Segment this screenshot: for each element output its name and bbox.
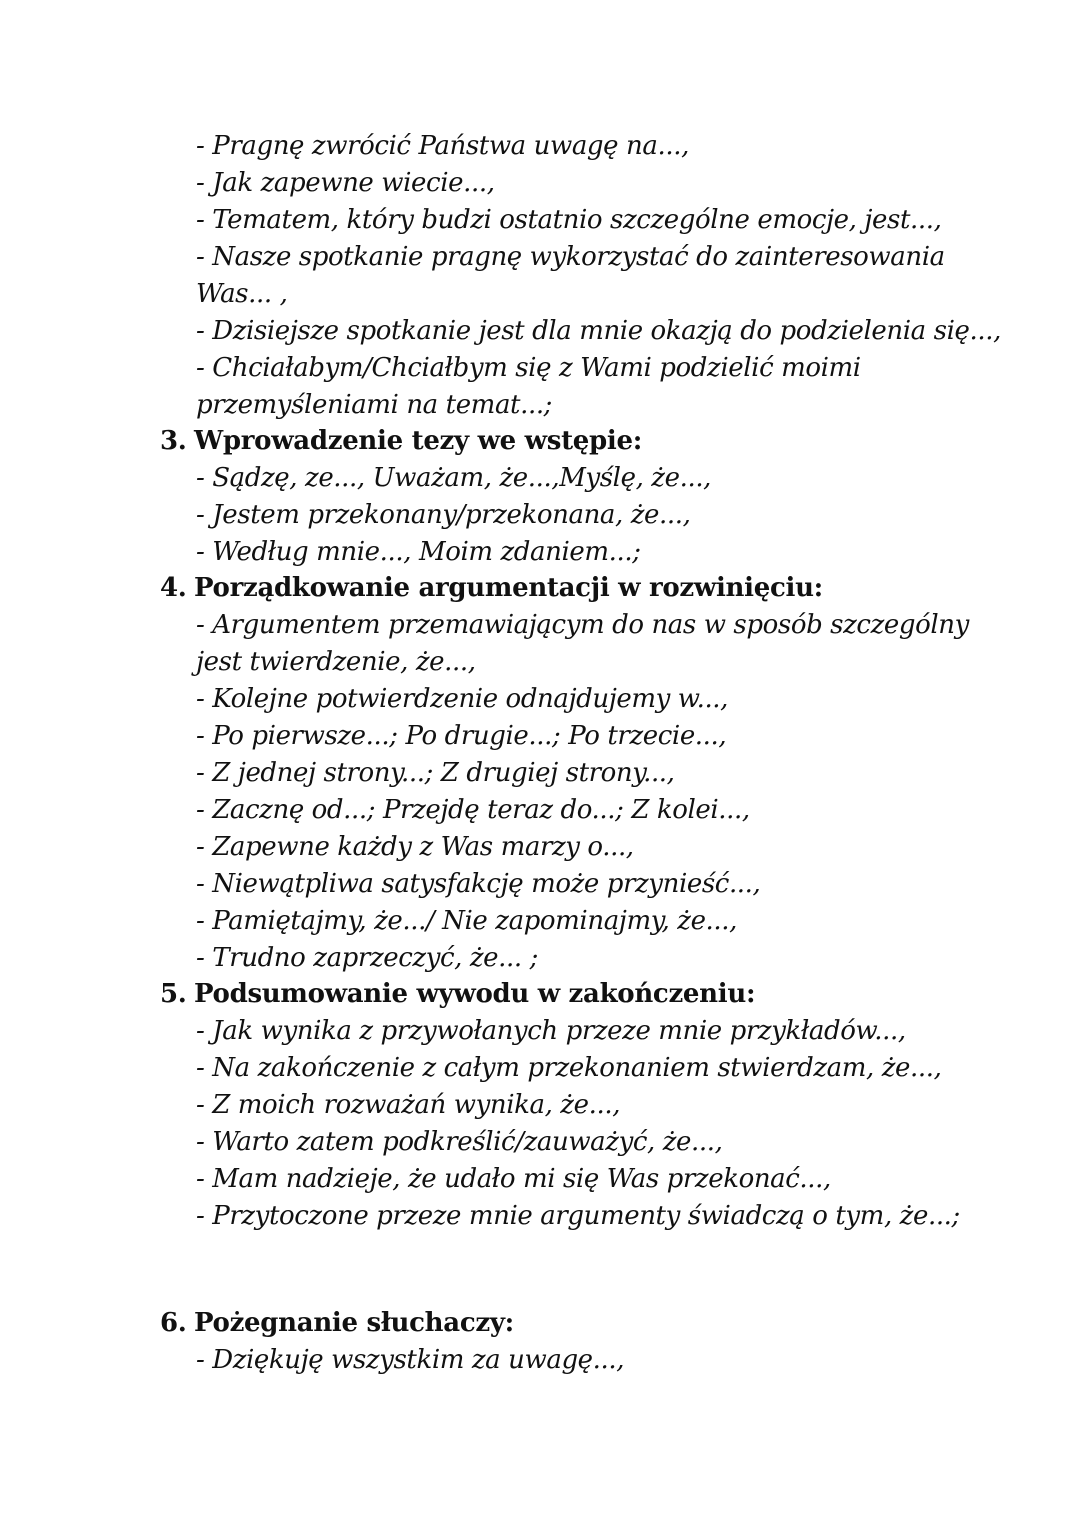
section-heading-6 <box>160 1305 514 1342</box>
phrase-line: - Warto zatem podkreślić/zauważyć, że..., <box>196 1127 723 1157</box>
section-title: Podsumowanie wywodu w zakończeniu: <box>194 979 756 1009</box>
phrase-line: - Według mnie..., Moim zdaniem...; <box>196 537 641 567</box>
section-title: Pożegnanie słuchaczy: <box>194 1308 514 1338</box>
phrase-line: - Zacznę od...; Przejdę teraz do...; Z kolei..., <box>196 795 750 825</box>
section-heading-4 <box>160 570 823 607</box>
phrase-line: przemyśleniami na temat...; <box>196 390 553 420</box>
phrase-line: - Z moich rozważań wynika, że..., <box>196 1090 621 1120</box>
phrase-line: - Pragnę zwrócić Państwa uwagę na..., <box>196 131 689 161</box>
phrase-line: jest twierdzenie, że..., <box>196 647 476 677</box>
phrase-line: - Jak zapewne wiecie..., <box>196 168 495 198</box>
phrase-line: - Nasze spotkanie pragnę wykorzystać do zainteresowania <box>196 242 945 272</box>
phrase-line: - Jak wynika z przywołanych przeze mnie przykładów..., <box>196 1016 906 1046</box>
section-number: 4. <box>160 573 187 603</box>
phrase-line: - Chciałabym/Chciałbym się z Wami podzielić moimi <box>196 353 861 383</box>
section-heading-5 <box>160 976 755 1013</box>
section-heading-3 <box>160 423 642 460</box>
phrase-line: - Pamiętajmy, że.../ Nie zapominajmy, że..., <box>196 906 738 936</box>
section-number: 5. <box>160 979 187 1009</box>
phrase-line: - Zapewne każdy z Was marzy o..., <box>196 832 634 862</box>
section-title: Porządkowanie argumentacji w rozwinięciu: <box>194 573 823 603</box>
phrase-line: - Mam nadzieje, że udało mi się Was przekonać..., <box>196 1164 831 1194</box>
phrase-line: Was... , <box>196 279 288 309</box>
section-number: 6. <box>160 1308 187 1338</box>
phrase-line: - Dziękuję wszystkim za uwagę..., <box>196 1345 625 1375</box>
phrase-line: - Z jednej strony...; Z drugiej strony..., <box>196 758 675 788</box>
phrase-line: - Kolejne potwierdzenie odnajdujemy w..., <box>196 684 729 714</box>
phrase-line: - Dzisiejsze spotkanie jest dla mnie okazją do podzielenia się..., <box>196 316 1001 346</box>
phrase-line: - Trudno zaprzeczyć, że... ; <box>196 943 538 973</box>
phrase-line: - Po pierwsze...; Po drugie...; Po trzecie..., <box>196 721 727 751</box>
phrase-line: - Sądzę, ze..., Uważam, że...,Myślę, że..., <box>196 463 712 493</box>
phrase-line: - Jestem przekonany/przekonana, że..., <box>196 500 691 530</box>
phrase-line: - Na zakończenie z całym przekonaniem stwierdzam, że..., <box>196 1053 942 1083</box>
phrase-line: - Niewątpliwa satysfakcję może przynieść..., <box>196 869 761 899</box>
phrase-line: - Przytoczone przeze mnie argumenty świadczą o tym, że...; <box>196 1201 960 1231</box>
section-title: Wprowadzenie tezy we wstępie: <box>194 426 643 456</box>
phrase-line: - Tematem, który budzi ostatnio szczególne emocje, jest..., <box>196 205 942 235</box>
section-number: 3. <box>160 426 187 456</box>
phrase-line: - Argumentem przemawiającym do nas w sposób szczególny <box>196 610 969 640</box>
